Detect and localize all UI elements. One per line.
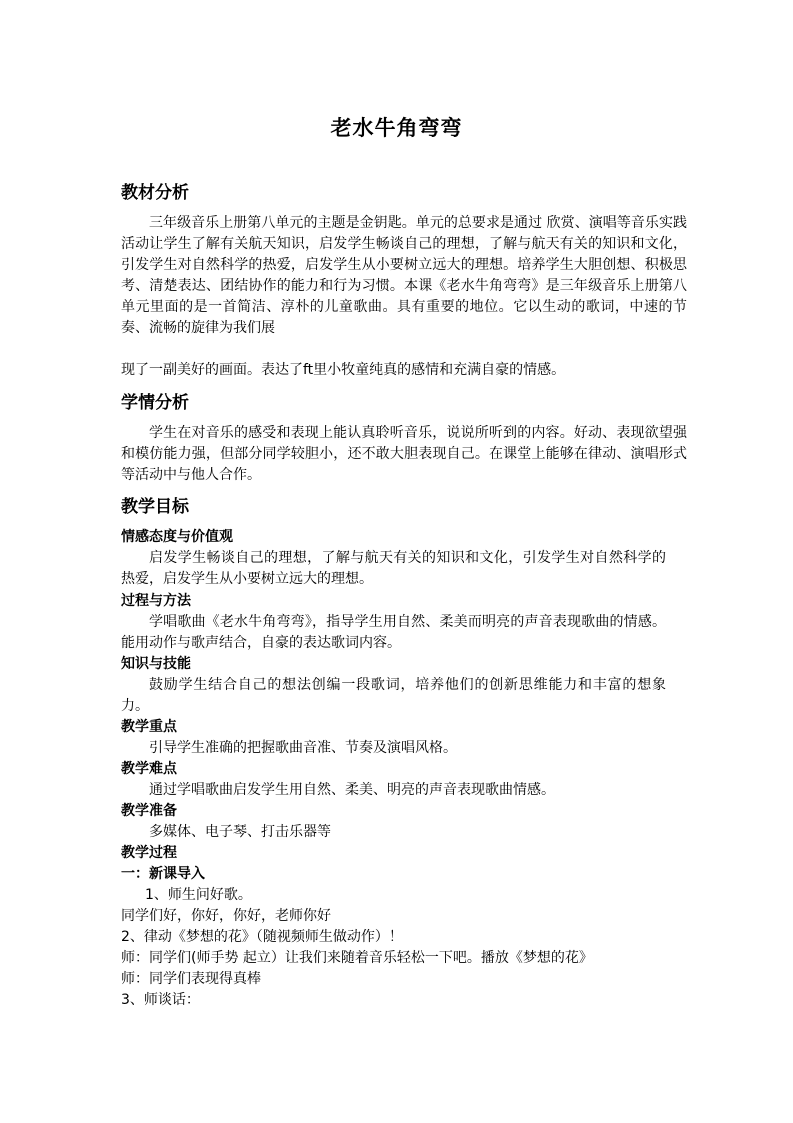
heading-material-analysis: 教材分析 [121, 183, 189, 203]
paragraph-emotion-values: 启发学生畅谈自己的理想，了解与航天有关的知识和文化，引发学生对自然科学的热爱，启发学生从小要树立远大的理想。 [121, 550, 666, 587]
heading-emotion-values: 情感态度与价值观 [121, 529, 233, 545]
paragraph-process-methods: 学唱歌曲《老水牛角弯弯》，指导学生用自然、柔美而明亮的声音表现歌曲的情感。能用动作与歌声结合，自豪的表达歌词内容。 [121, 614, 666, 651]
heading-process-methods: 过程与方法 [121, 593, 191, 609]
page-title: 老水牛角弯弯 [330, 116, 463, 140]
procedure-line: 同学们好，你好，你好，老师你好 [121, 908, 331, 924]
paragraph-difficulties: 通过学唱歌曲启发学生用自然、柔美、明亮的声音表现歌曲情感。 [149, 782, 555, 798]
heading-student-analysis: 学情分析 [121, 393, 189, 413]
heading-difficulties: 教学难点 [121, 761, 177, 777]
heading-knowledge-skills: 知识与技能 [121, 656, 191, 672]
procedure-line: 3、师谈话： [121, 992, 200, 1008]
procedure-line: 师：同学们(师手势 起立）让我们来随着音乐轻松一下吧。播放《梦想的花》 [121, 950, 593, 966]
paragraph-material-analysis-continued: 现了一副美好的画面。表达了ft里小牧童纯真的感情和充满自豪的情感。 [121, 362, 566, 378]
paragraph-key-points: 引导学生准确的把握歌曲音准、节奏及演唱风格。 [149, 740, 457, 756]
paragraph-material-analysis: 三年级音乐上册第八单元的主题是金钥匙。单元的总要求是通过 欣赏、演唱等音乐实践活动让学生了解有关航天知识，启发学生畅谈自己的理想，了解与航天有关的知识和文化，引发学生对自然科学的热爱，启发学生从小要树立远大的理想。培养学生大胆创想、积极思考、清楚表达、团结协作的能力和行为习惯。本课《老水牛角弯弯》是三年级音乐上册第八单元里面的是一首简洁、淳朴的儿童歌曲。具有重要的地位。它以生动的歌词，中速的节奏、流畅的旋律为我们展 [121, 215, 687, 336]
heading-preparation: 教学准备 [121, 803, 177, 819]
paragraph-knowledge-skills: 鼓励学生结合自己的想法创编一段歌词，培养他们的创新思维能力和丰富的想象力。 [121, 677, 666, 714]
heading-procedure: 教学过程 [121, 845, 177, 861]
heading-key-points: 教学重点 [121, 719, 177, 735]
procedure-line: 1、师生问好歌。 [145, 887, 252, 903]
paragraph-preparation: 多媒体、电子琴、打击乐器等 [149, 824, 331, 840]
paragraph-student-analysis: 学生在对音乐的感受和表现上能认真聆听音乐，说说所听到的内容。好动、表现欲望强和模仿能力强，但部分同学较胆小，还不敢大胆表现自己。在课堂上能够在律动、演唱形式等活动中与他人合作。 [121, 425, 687, 483]
heading-new-lesson-intro: 一：新课导入 [121, 866, 205, 882]
procedure-line: 师：同学们表现得真棒 [121, 971, 261, 987]
heading-teaching-goals: 教学目标 [121, 497, 189, 517]
procedure-line: 2、律动《梦想的花》（随视频师生做动作）！ [121, 929, 403, 945]
